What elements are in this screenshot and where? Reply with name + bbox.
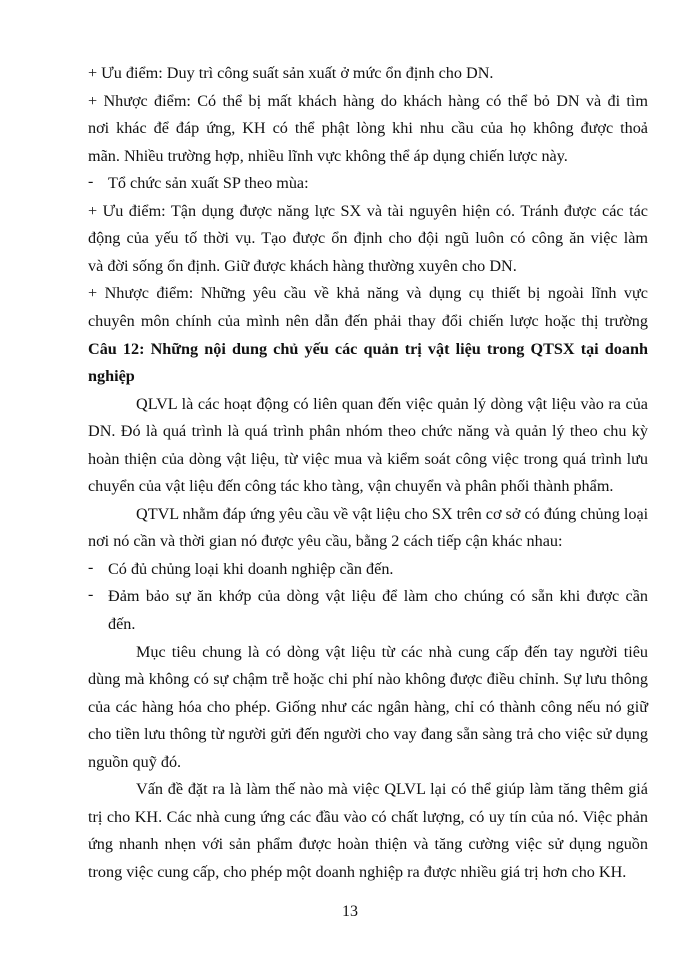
text-line: DN. Đó là quá trình là quá trình phân nhóm theo chức năng và quản lý theo chu kỳ	[88, 422, 648, 440]
text-line: đến.	[108, 615, 136, 633]
text-line: mãn. Nhiều trường hợp, nhiều lĩnh vực không thể áp dụng chiến lược này.	[88, 147, 568, 165]
text-line: cho tiền lưu thông từ người gửi đến người cho vay đang sẵn sàng trả cho việc sử dụng	[88, 725, 648, 743]
bullet-dash: -	[88, 173, 94, 190]
text-line: chuyên môn chính của mình nên dẫn đến phải thay đổi chiến lược hoặc thị trường	[88, 312, 648, 330]
text-line: chuyển của vật liệu đến công tác kho tàng, vận chuyển và phân phối thành phẩm.	[88, 477, 614, 495]
text-line: + Nhược điểm: Những yêu cầu về khả năng và dụng cụ thiết bị ngoài lĩnh vực	[88, 284, 648, 302]
text-line: Có đủ chủng loại khi doanh nghiệp cần đến.	[108, 560, 394, 578]
text-line: + Ưu điểm: Duy trì công suất sản xuất ở mức ổn định cho DN.	[88, 64, 494, 82]
section-heading: Câu 12: Những nội dung chủ yếu các quản trị vật liệu trong QTSX tại doanh	[88, 340, 648, 358]
text-line: hoàn thiện của dòng vật liệu, từ việc mua và kiểm soát công việc trong quá trình lưu	[88, 450, 648, 468]
section-heading: nghiệp	[88, 367, 135, 385]
text-line: + Ưu điểm: Tận dụng được năng lực SX và tài nguyên hiện có. Tránh được các tác	[88, 202, 648, 220]
text-line: dùng mà không có sự chậm trễ hoặc chi phí nào không được điều chỉnh. Sự lưu thông	[88, 670, 648, 688]
text-line: + Nhược điểm: Có thể bị mất khách hàng do khách hàng có thể bỏ DN và đi tìm	[88, 92, 648, 110]
text-line: QLVL là các hoạt động có liên quan đến việc quản lý dòng vật liệu vào ra của	[136, 395, 648, 413]
text-line: Tổ chức sản xuất SP theo mùa:	[108, 174, 309, 192]
text-line: Đảm bảo sự ăn khớp của dòng vật liệu để làm cho chúng có sẵn khi được cần	[108, 587, 648, 605]
text-line: Vấn đề đặt ra là làm thế nào mà việc QLVL lại có thể giúp làm tăng thêm giá	[136, 780, 648, 798]
text-line: QTVL nhằm đáp ứng yêu cầu về vật liệu cho SX trên cơ sở có đúng chủng loại	[136, 505, 649, 523]
text-line: trong việc cung cấp, cho phép một doanh nghiệp ra được nhiều giá trị hơn cho KH.	[88, 863, 627, 881]
text-line: của các hàng hóa cho phép. Giống như các ngân hàng, chỉ có thành công nếu nó giữ	[88, 698, 648, 716]
text-line: và đời sống ổn định. Giữ được khách hàng thường xuyên cho DN.	[88, 257, 517, 275]
text-line: động của yếu tố thời vụ. Tạo được ổn định cho đội ngũ luôn có công ăn việc làm	[88, 229, 648, 247]
text-line: nơi nó cần và thời gian nó được yêu cầu, bằng 2 cách tiếp cận khác nhau:	[88, 532, 563, 550]
text-line: ứng nhanh nhẹn với sản phẩm được hoàn thiện và tăng cường việc sử dụng nguồn	[88, 835, 648, 853]
page-number: 13	[342, 903, 358, 920]
bullet-dash: -	[88, 586, 94, 603]
bullet-dash: -	[88, 559, 94, 576]
text-line: Mục tiêu chung là có dòng vật liệu từ các nhà cung cấp đến tay người tiêu	[136, 643, 648, 661]
text-line: nơi khác để đáp ứng, KH có thể phật lòng khi nhu cầu của họ không được thoả	[88, 119, 648, 137]
text-line: nguồn quỹ đó.	[88, 753, 182, 771]
text-line: trị cho KH. Các nhà cung ứng các đầu vào có chất lượng, có uy tín của nó. Việc phản	[88, 808, 648, 826]
